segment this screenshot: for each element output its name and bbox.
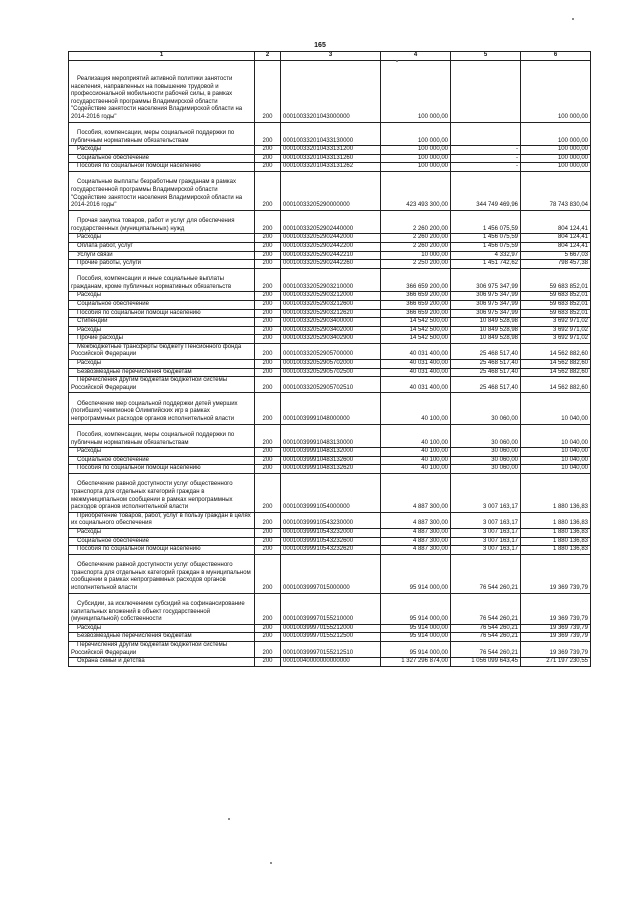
row-name-cell: Расходы xyxy=(69,292,255,301)
row-plan-cell: 1 327 296 874,00 xyxy=(381,658,451,667)
table-row xyxy=(69,292,591,301)
row-code-cell: 00010039991054000000 xyxy=(281,474,381,513)
row-executed-cell: 1 456 075,59 xyxy=(451,210,521,234)
table-row xyxy=(69,360,591,369)
row-code-cell: 000100399910543232620 xyxy=(281,546,381,555)
row-remainder-cell: 78 743 830,04 xyxy=(521,171,591,210)
row-remainder-cell: 1 880 136,83 xyxy=(521,512,591,528)
row-grz-cell: 200 xyxy=(255,163,281,172)
row-plan-cell: 40 031 400,00 xyxy=(381,360,451,369)
row-grz-cell: 200 xyxy=(255,122,281,146)
row-executed-cell: 3 007 163,17 xyxy=(451,474,521,513)
row-name-cell: Безвозмездные перечисления бюджетам xyxy=(69,368,255,377)
row-remainder-cell: 10 040,00 xyxy=(521,448,591,457)
table-row xyxy=(69,512,591,528)
column-header: 2 xyxy=(255,52,281,61)
row-grz-cell: 200 xyxy=(255,474,281,513)
table-row xyxy=(69,393,591,424)
row-code-cell: 000100332052905702500 xyxy=(281,368,381,377)
row-executed-cell: 76 544 260,21 xyxy=(451,624,521,633)
row-name-cell: Обеспечение равной доступности услуг общественного транспорта для отдельных категорий граждан в муниципальном сообщении в рамках непрограммных расходов органов исполнительной власти xyxy=(69,554,255,593)
row-plan-cell: 2 260 200,00 xyxy=(381,210,451,234)
row-code-cell: 000100332010433131262 xyxy=(281,163,381,172)
table-row xyxy=(69,210,591,234)
row-grz-cell: 200 xyxy=(255,624,281,633)
row-executed-cell: 25 468 517,40 xyxy=(451,377,521,393)
row-remainder-cell: 1 880 136,83 xyxy=(521,537,591,546)
row-grz-cell: 200 xyxy=(255,633,281,642)
row-grz-cell: 200 xyxy=(255,318,281,327)
table-row xyxy=(69,424,591,448)
row-plan-cell: 40 100,00 xyxy=(381,456,451,465)
column-header: 6 xyxy=(521,52,591,61)
row-executed-cell: 76 544 260,21 xyxy=(451,593,521,624)
row-code-cell: 000100332010433131260 xyxy=(281,154,381,163)
row-remainder-cell: 10 040,00 xyxy=(521,424,591,448)
scan-speck xyxy=(396,60,398,62)
row-executed-cell: 10 849 528,98 xyxy=(451,318,521,327)
row-grz-cell: 200 xyxy=(255,448,281,457)
table-row xyxy=(69,593,591,624)
row-remainder-cell: 14 562 882,60 xyxy=(521,360,591,369)
row-code-cell: 000100399910543232600 xyxy=(281,537,381,546)
row-remainder-cell: 1 880 136,83 xyxy=(521,529,591,538)
column-header: 5 xyxy=(451,52,521,61)
row-name-cell: Услуги связи xyxy=(69,251,255,260)
row-remainder-cell: 59 683 852,01 xyxy=(521,268,591,292)
row-name-cell: Приобретение товаров, работ, услуг в пользу граждан в целях их социального обеспечения xyxy=(69,512,255,528)
row-name-cell: Пособия, компенсации и иные социальные выплаты гражданам, кроме публичных нормативных обязательств xyxy=(69,268,255,292)
row-remainder-cell: 3 692 971,02 xyxy=(521,326,591,335)
row-grz-cell: 200 xyxy=(255,146,281,155)
row-plan-cell: 100 000,00 xyxy=(381,61,451,123)
row-code-cell: 000100332052903212620 xyxy=(281,309,381,318)
row-remainder-cell: 3 692 971,02 xyxy=(521,335,591,344)
row-name-cell: Прочие расходы xyxy=(69,335,255,344)
row-name-cell: Расходы xyxy=(69,146,255,155)
row-remainder-cell: 100 000,00 xyxy=(521,61,591,123)
row-name-cell: Социальное обеспечение xyxy=(69,537,255,546)
table-row xyxy=(69,474,591,513)
row-remainder-cell: 10 040,00 xyxy=(521,456,591,465)
row-plan-cell: 40 100,00 xyxy=(381,448,451,457)
table-row xyxy=(69,300,591,309)
table-row xyxy=(69,260,591,269)
row-remainder-cell: 14 562 882,60 xyxy=(521,368,591,377)
row-plan-cell: 40 031 400,00 xyxy=(381,377,451,393)
row-plan-cell: 40 100,00 xyxy=(381,465,451,474)
row-plan-cell: 4 887 300,00 xyxy=(381,474,451,513)
row-code-cell: 000100399910483130000 xyxy=(281,424,381,448)
row-code-cell: 000100399970155210000 xyxy=(281,593,381,624)
row-grz-cell: 200 xyxy=(255,512,281,528)
row-code-cell: 000100332052903402000 xyxy=(281,326,381,335)
row-grz-cell: 200 xyxy=(255,171,281,210)
row-grz-cell: 200 xyxy=(255,456,281,465)
row-name-cell: Социальное обеспечение xyxy=(69,456,255,465)
row-executed-cell: 76 544 260,21 xyxy=(451,554,521,593)
row-name-cell: Безвозмездные перечисления бюджетам xyxy=(69,633,255,642)
row-remainder-cell: 19 369 739,79 xyxy=(521,641,591,657)
row-grz-cell: 200 xyxy=(255,368,281,377)
row-plan-cell: 14 542 500,00 xyxy=(381,326,451,335)
row-name-cell: Расходы xyxy=(69,360,255,369)
budget-table xyxy=(68,51,591,667)
row-executed-cell: 306 975 347,99 xyxy=(451,300,521,309)
column-header: 1 xyxy=(69,52,255,61)
row-code-cell: 00010039997015000000 xyxy=(281,554,381,593)
row-remainder-cell: 3 692 971,02 xyxy=(521,318,591,327)
row-executed-cell: 76 544 260,21 xyxy=(451,641,521,657)
row-executed-cell: 306 975 347,99 xyxy=(451,268,521,292)
table-row xyxy=(69,171,591,210)
row-code-cell: 000100332052903402900 xyxy=(281,335,381,344)
table-row xyxy=(69,343,591,359)
row-grz-cell: 200 xyxy=(255,593,281,624)
row-plan-cell: 95 914 000,00 xyxy=(381,624,451,633)
row-code-cell: 000100332052905700000 xyxy=(281,343,381,359)
row-grz-cell: 200 xyxy=(255,61,281,123)
row-name-cell: Расходы xyxy=(69,326,255,335)
row-remainder-cell: 804 124,41 xyxy=(521,234,591,243)
table-row xyxy=(69,456,591,465)
row-grz-cell: 200 xyxy=(255,326,281,335)
row-grz-cell: 200 xyxy=(255,234,281,243)
row-grz-cell: 200 xyxy=(255,377,281,393)
row-remainder-cell: 804 124,41 xyxy=(521,242,591,251)
row-grz-cell: 200 xyxy=(255,260,281,269)
row-executed-cell: 25 468 517,40 xyxy=(451,343,521,359)
row-plan-cell: 4 887 300,00 xyxy=(381,529,451,538)
table-row xyxy=(69,633,591,642)
row-code-cell: 000100332052905702000 xyxy=(281,360,381,369)
table-row xyxy=(69,326,591,335)
table-body xyxy=(69,61,591,667)
row-name-cell: Расходы xyxy=(69,234,255,243)
row-remainder-cell: 1 880 136,83 xyxy=(521,474,591,513)
row-executed-cell: 30 060,00 xyxy=(451,448,521,457)
table-row xyxy=(69,658,591,667)
row-executed-cell: 3 007 163,17 xyxy=(451,512,521,528)
row-plan-cell: 40 031 400,00 xyxy=(381,343,451,359)
row-plan-cell: 95 914 000,00 xyxy=(381,554,451,593)
row-plan-cell: 40 100,00 xyxy=(381,424,451,448)
column-header: 3 xyxy=(281,52,381,61)
row-executed-cell: 4 332,97 xyxy=(451,251,521,260)
row-grz-cell: 200 xyxy=(255,309,281,318)
row-code-cell: 000100399910483132620 xyxy=(281,465,381,474)
table-row xyxy=(69,242,591,251)
row-remainder-cell: 14 562 882,60 xyxy=(521,377,591,393)
row-grz-cell: 200 xyxy=(255,554,281,593)
row-plan-cell: 366 659 200,00 xyxy=(381,300,451,309)
row-grz-cell: 200 xyxy=(255,465,281,474)
row-grz-cell: 200 xyxy=(255,658,281,667)
row-remainder-cell: 100 000,00 xyxy=(521,146,591,155)
row-plan-cell: 14 542 500,00 xyxy=(381,335,451,344)
row-name-cell: Стипендии xyxy=(69,318,255,327)
row-remainder-cell: 100 000,00 xyxy=(521,154,591,163)
column-header: 4 xyxy=(381,52,451,61)
row-code-cell: 000100332010433131200 xyxy=(281,146,381,155)
row-code-cell: 00010040000000000000 xyxy=(281,658,381,667)
row-remainder-cell: 5 667,03 xyxy=(521,251,591,260)
table-row xyxy=(69,624,591,633)
row-executed-cell: 306 975 347,99 xyxy=(451,309,521,318)
table-row xyxy=(69,154,591,163)
row-name-cell: Социальное обеспечение xyxy=(69,154,255,163)
row-code-cell: 000100332052902442000 xyxy=(281,234,381,243)
row-code-cell: 000100332052903212600 xyxy=(281,300,381,309)
row-plan-cell: 366 659 200,00 xyxy=(381,292,451,301)
row-executed-cell: 3 007 163,17 xyxy=(451,529,521,538)
row-code-cell: 000100332052902440000 xyxy=(281,210,381,234)
row-plan-cell: 40 100,00 xyxy=(381,393,451,424)
table-header-row xyxy=(69,52,591,61)
row-plan-cell: 100 000,00 xyxy=(381,146,451,155)
row-grz-cell: 200 xyxy=(255,242,281,251)
row-name-cell: Прочая закупка товаров, работ и услуг для обеспечения государственных (муниципальных) нужд xyxy=(69,210,255,234)
row-name-cell: Межбюджетные трансферты бюджету Пенсионного фонда Российской Федерации xyxy=(69,343,255,359)
row-plan-cell: 95 914 000,00 xyxy=(381,633,451,642)
row-plan-cell: 2 250 200,00 xyxy=(381,260,451,269)
row-grz-cell: 200 xyxy=(255,251,281,260)
row-code-cell: 000100399910483132600 xyxy=(281,456,381,465)
row-code-cell: 000100399970155212000 xyxy=(281,624,381,633)
row-executed-cell xyxy=(451,61,521,123)
row-plan-cell: 2 260 200,00 xyxy=(381,242,451,251)
row-plan-cell: 2 260 200,00 xyxy=(381,234,451,243)
row-remainder-cell: 798 457,38 xyxy=(521,260,591,269)
row-executed-cell: 3 007 163,17 xyxy=(451,537,521,546)
table-row xyxy=(69,335,591,344)
row-grz-cell: 200 xyxy=(255,292,281,301)
table-row xyxy=(69,251,591,260)
row-name-cell: Пособия по социальной помощи населению xyxy=(69,546,255,555)
row-name-cell: Пособия по социальной помощи населению xyxy=(69,465,255,474)
row-name-cell: Субсидии, за исключением субсидий на софинансирование капитальных вложений в объект государственной (муниципальной) собственности xyxy=(69,593,255,624)
row-code-cell: 000100399970155212500 xyxy=(281,633,381,642)
row-code-cell: 00010033205290000000 xyxy=(281,171,381,210)
row-plan-cell: 10 000,00 xyxy=(381,251,451,260)
row-name-cell: Пособия, компенсации, меры социальной поддержки по публичным нормативным обязательствам xyxy=(69,122,255,146)
row-plan-cell: 40 031 400,00 xyxy=(381,368,451,377)
row-executed-cell: 30 060,00 xyxy=(451,456,521,465)
row-remainder-cell: 100 000,00 xyxy=(521,122,591,146)
row-executed-cell: 30 060,00 xyxy=(451,393,521,424)
table-row xyxy=(69,368,591,377)
row-name-cell: Расходы xyxy=(69,529,255,538)
row-name-cell: Социальное обеспечение xyxy=(69,300,255,309)
scan-speck xyxy=(270,862,272,864)
table-row xyxy=(69,309,591,318)
row-code-cell: 00010033201043000000 xyxy=(281,61,381,123)
row-grz-cell: 200 xyxy=(255,343,281,359)
row-name-cell: Пособия, компенсации, меры социальной поддержки по публичным нормативным обязательствам xyxy=(69,424,255,448)
row-executed-cell: 10 849 528,98 xyxy=(451,326,521,335)
row-executed-cell: 3 007 163,17 xyxy=(451,546,521,555)
page-number: 165 xyxy=(314,42,326,49)
row-executed-cell: - xyxy=(451,163,521,172)
row-executed-cell xyxy=(451,122,521,146)
row-grz-cell: 200 xyxy=(255,393,281,424)
row-name-cell: Оплата работ, услуг xyxy=(69,242,255,251)
table-row xyxy=(69,146,591,155)
table-row xyxy=(69,163,591,172)
row-grz-cell: 200 xyxy=(255,154,281,163)
row-plan-cell: 4 887 300,00 xyxy=(381,537,451,546)
row-remainder-cell: 19 369 739,79 xyxy=(521,554,591,593)
row-plan-cell: 366 659 200,00 xyxy=(381,268,451,292)
row-executed-cell: 25 468 517,40 xyxy=(451,360,521,369)
row-grz-cell: 200 xyxy=(255,424,281,448)
row-code-cell: 000100332052902442260 xyxy=(281,260,381,269)
row-remainder-cell: 19 369 739,79 xyxy=(521,633,591,642)
row-grz-cell: 200 xyxy=(255,268,281,292)
row-name-cell: Пособия по социальной помощи населению xyxy=(69,163,255,172)
row-executed-cell: 25 468 517,40 xyxy=(451,368,521,377)
row-code-cell: 000100399970155212510 xyxy=(281,641,381,657)
row-remainder-cell: 59 683 852,01 xyxy=(521,300,591,309)
row-name-cell: Прочие работы, услуги xyxy=(69,260,255,269)
row-grz-cell: 200 xyxy=(255,360,281,369)
row-executed-cell: - xyxy=(451,146,521,155)
row-remainder-cell: 804 124,41 xyxy=(521,210,591,234)
row-executed-cell: 76 544 260,21 xyxy=(451,633,521,642)
row-code-cell: 000100399910543230000 xyxy=(281,512,381,528)
row-grz-cell: 200 xyxy=(255,210,281,234)
row-plan-cell: 100 000,00 xyxy=(381,163,451,172)
row-remainder-cell: 14 562 882,60 xyxy=(521,343,591,359)
row-plan-cell: 423 493 300,00 xyxy=(381,171,451,210)
row-code-cell: 00010039991048000000 xyxy=(281,393,381,424)
row-remainder-cell: 100 000,00 xyxy=(521,163,591,172)
row-code-cell: 000100399910483132000 xyxy=(281,448,381,457)
row-name-cell: Перечисления другим бюджетам бюджетной системы Российской Федерации xyxy=(69,641,255,657)
row-remainder-cell: 19 369 739,79 xyxy=(521,624,591,633)
row-remainder-cell: 10 040,00 xyxy=(521,393,591,424)
row-remainder-cell: 59 683 852,01 xyxy=(521,292,591,301)
row-executed-cell: 1 456 075,59 xyxy=(451,234,521,243)
table-row xyxy=(69,641,591,657)
table-row xyxy=(69,537,591,546)
row-code-cell: 000100332052902442210 xyxy=(281,251,381,260)
table-row xyxy=(69,122,591,146)
row-executed-cell: 1 056 099 643,45 xyxy=(451,658,521,667)
row-name-cell: Расходы xyxy=(69,624,255,633)
row-code-cell: 000100332052905702510 xyxy=(281,377,381,393)
row-remainder-cell: 10 040,00 xyxy=(521,465,591,474)
row-name-cell: Пособия по социальной помощи населению xyxy=(69,309,255,318)
table-row xyxy=(69,234,591,243)
table-row xyxy=(69,546,591,555)
row-executed-cell: 1 456 075,59 xyxy=(451,242,521,251)
row-code-cell: 000100332010433130000 xyxy=(281,122,381,146)
row-code-cell: 000100399910543232000 xyxy=(281,529,381,538)
row-executed-cell: 344 749 469,96 xyxy=(451,171,521,210)
table-row xyxy=(69,465,591,474)
row-grz-cell: 200 xyxy=(255,546,281,555)
table-row xyxy=(69,61,591,123)
scan-speck xyxy=(572,18,574,20)
row-plan-cell: 95 914 000,00 xyxy=(381,593,451,624)
row-name-cell: Обеспечение мер социальной поддержки детей умерших (погибших) чемпионов Олимпийских игр в рамках непрограммных расходов органов исполнительной власти xyxy=(69,393,255,424)
row-executed-cell: - xyxy=(451,154,521,163)
row-code-cell: 000100332052903210000 xyxy=(281,268,381,292)
row-remainder-cell: 59 683 852,01 xyxy=(521,309,591,318)
row-code-cell: 000100332052903212000 xyxy=(281,292,381,301)
row-grz-cell: 200 xyxy=(255,641,281,657)
row-remainder-cell: 1 880 136,83 xyxy=(521,546,591,555)
table-row xyxy=(69,554,591,593)
row-code-cell: 000100332052902442200 xyxy=(281,242,381,251)
row-name-cell: Расходы xyxy=(69,448,255,457)
table-row xyxy=(69,448,591,457)
row-executed-cell: 1 451 742,62 xyxy=(451,260,521,269)
row-name-cell: Социальные выплаты безработным гражданам в рамках государственной программы Владимирской области "Содействие занятости населения Владимирской области на 2014-2016 годы" xyxy=(69,171,255,210)
table-row xyxy=(69,318,591,327)
row-remainder-cell: 19 369 739,79 xyxy=(521,593,591,624)
row-executed-cell: 306 975 347,99 xyxy=(451,292,521,301)
row-grz-cell: 200 xyxy=(255,335,281,344)
row-executed-cell: 30 060,00 xyxy=(451,424,521,448)
row-plan-cell: 4 887 300,00 xyxy=(381,512,451,528)
row-plan-cell: 14 542 500,00 xyxy=(381,318,451,327)
row-code-cell: 000100332052903400000 xyxy=(281,318,381,327)
row-grz-cell: 200 xyxy=(255,537,281,546)
row-plan-cell: 100 000,00 xyxy=(381,154,451,163)
row-executed-cell: 10 849 528,98 xyxy=(451,335,521,344)
row-plan-cell: 4 887 300,00 xyxy=(381,546,451,555)
table-row xyxy=(69,268,591,292)
row-executed-cell: 30 060,00 xyxy=(451,465,521,474)
row-name-cell: Реализация мероприятий активной политики занятости населения, направленных на повышение трудовой и профессиональной мобильности рабочей силы, в рамках государственной программы Владимирской области "Содействие занятости населения Владимирской области на 2014-2016 годы" xyxy=(69,61,255,123)
row-grz-cell: 200 xyxy=(255,300,281,309)
row-remainder-cell: 271 197 230,55 xyxy=(521,658,591,667)
row-name-cell: Охрана семьи и детства xyxy=(69,658,255,667)
row-name-cell: Перечисления другим бюджетам бюджетной системы Российской Федерации xyxy=(69,377,255,393)
row-plan-cell: 95 914 000,00 xyxy=(381,641,451,657)
row-grz-cell: 200 xyxy=(255,529,281,538)
scan-speck xyxy=(228,818,230,820)
table-row xyxy=(69,529,591,538)
row-plan-cell: 366 659 200,00 xyxy=(381,309,451,318)
table-row xyxy=(69,377,591,393)
row-plan-cell: 100 000,00 xyxy=(381,122,451,146)
row-name-cell: Обеспечение равной доступности услуг общественного транспорта для отдельных категорий граждан в межмуниципальном сообщении в рамках непрограммных расходов органов исполнительной власти xyxy=(69,474,255,513)
